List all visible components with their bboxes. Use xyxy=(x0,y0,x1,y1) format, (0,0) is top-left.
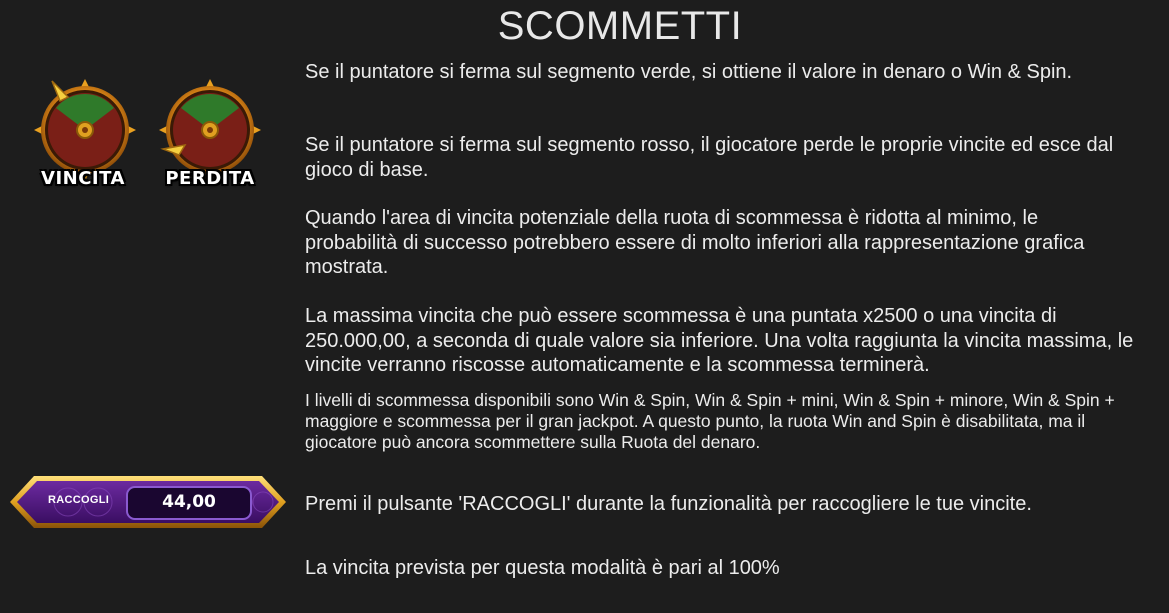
paragraph-win-area: Quando l'area di vincita potenziale della ruota di scommessa è ridotta al minimo, le probabilità di successo potrebbero essere di molto inferiori alla rappresentazione grafica mostrata. xyxy=(305,207,1085,278)
paragraph-green-segment: Se il puntatore si ferma sul segmento verde, si ottiene il valore in denaro o Win & Spin. xyxy=(305,61,1073,83)
lose-label: PERDITA xyxy=(165,168,255,189)
collect-button[interactable]: RACCOGLI xyxy=(48,494,110,506)
collect-value: 44,00 xyxy=(162,492,216,512)
paragraph-bet-levels: I livelli di scommessa disponibili sono Win & Spin, Win & Spin + mini, Win & Spin + minore, Win & Spin + maggiore e scommessa per il gran jackpot. A questo punto, la ruota Win and Spin è disabilitata, ma il giocatore può ancora scommettere sulla Ruota del denaro. xyxy=(305,390,1115,452)
paragraph-rtp: La vincita prevista per questa modalità è pari al 100% xyxy=(305,557,780,579)
paragraph-red-segment: Se il puntatore si ferma sul segmento rosso, il giocatore perde le proprie vincite ed esce dal gioco di base. xyxy=(305,134,1114,181)
paragraph-max-win: La massima vincita che può essere scommessa è una puntata x2500 o una vincita di 250.000,00, a seconda di quale valore sia inferiore. Una volta raggiunta la vincita massima, le vincite verranno riscosse automaticamente e la scommessa terminerà. xyxy=(305,305,1134,376)
paragraph-collect: Premi il pulsante 'RACCOGLI' durante la funzionalità per raccogliere le tue vincite. xyxy=(305,493,1032,515)
page-title: SCOMMETTI xyxy=(497,4,743,48)
win-label: VINCITA xyxy=(41,168,125,189)
